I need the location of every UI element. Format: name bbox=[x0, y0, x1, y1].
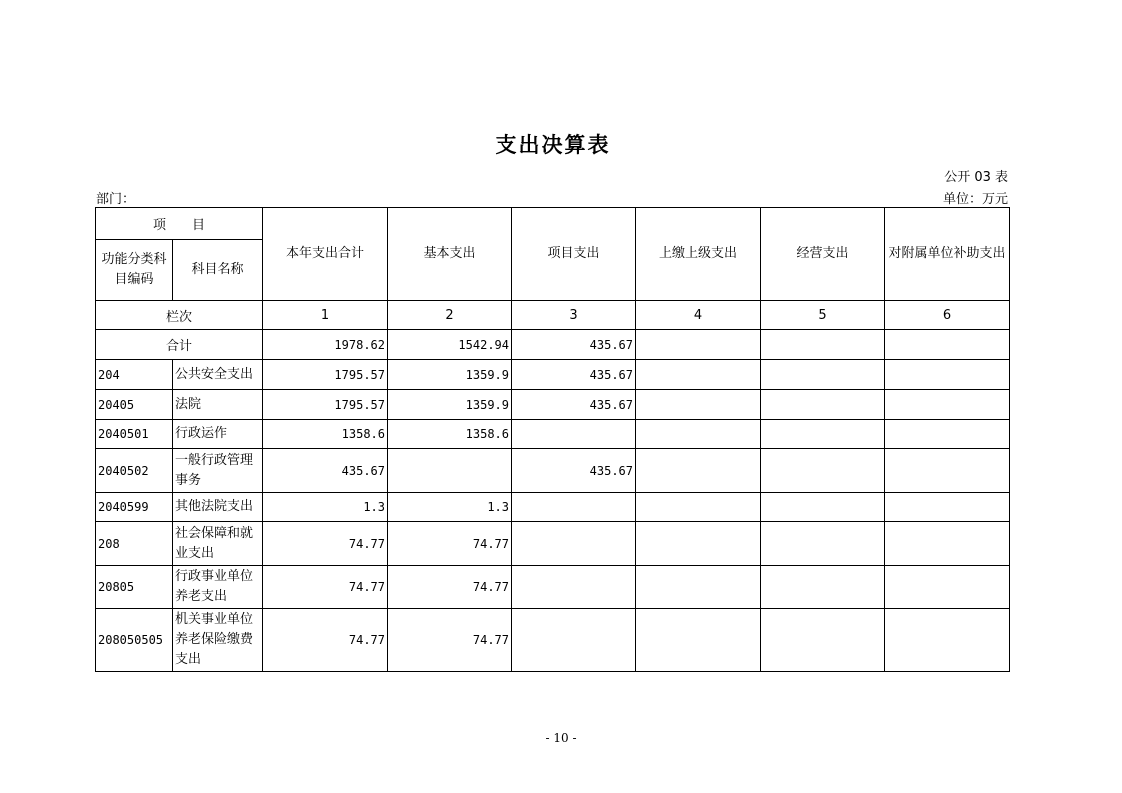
page-number: - 10 - bbox=[545, 731, 577, 745]
table-row bbox=[96, 390, 1010, 420]
row-value: 74.77 bbox=[388, 609, 512, 672]
row-value bbox=[761, 566, 885, 609]
row-code: 2040501 bbox=[96, 420, 173, 449]
row-value bbox=[636, 360, 761, 390]
row-value bbox=[636, 420, 761, 449]
table-row bbox=[96, 449, 1010, 493]
page-title: 支出决算表 bbox=[495, 132, 611, 157]
row-value: 74.77 bbox=[263, 566, 388, 609]
col-number: 5 bbox=[761, 301, 885, 330]
row-value bbox=[761, 360, 885, 390]
row-value: 1.3 bbox=[388, 493, 512, 522]
header-col-operating: 经营支出 bbox=[761, 208, 885, 301]
row-value bbox=[636, 493, 761, 522]
col-number: 2 bbox=[388, 301, 512, 330]
row-value bbox=[388, 449, 512, 493]
row-value: 435.67 bbox=[263, 449, 388, 493]
row-value bbox=[761, 449, 885, 493]
row-value bbox=[885, 522, 1010, 566]
col-index-label: 栏次 bbox=[96, 301, 263, 330]
header-col-remit: 上缴上级支出 bbox=[636, 208, 761, 301]
department-label: 部门： bbox=[96, 192, 136, 207]
form-number: 公开 03 表 bbox=[944, 170, 1008, 185]
row-value bbox=[761, 609, 885, 672]
row-value bbox=[885, 390, 1010, 420]
row-value bbox=[512, 420, 636, 449]
header-col-basic: 基本支出 bbox=[388, 208, 512, 301]
row-value bbox=[636, 390, 761, 420]
row-value bbox=[761, 420, 885, 449]
total-value: 1542.94 bbox=[388, 330, 512, 360]
table-row bbox=[96, 420, 1010, 449]
total-label: 合计 bbox=[96, 330, 263, 360]
table-row bbox=[96, 360, 1010, 390]
total-value bbox=[636, 330, 761, 360]
row-name: 其他法院支出 bbox=[173, 493, 263, 522]
expenditure-table bbox=[95, 207, 1010, 672]
row-name: 公共安全支出 bbox=[173, 360, 263, 390]
row-value: 1795.57 bbox=[263, 360, 388, 390]
table-row bbox=[96, 609, 1010, 672]
row-value bbox=[885, 566, 1010, 609]
col-number: 4 bbox=[636, 301, 761, 330]
row-value bbox=[885, 609, 1010, 672]
row-value bbox=[885, 493, 1010, 522]
row-value: 435.67 bbox=[512, 360, 636, 390]
row-value bbox=[885, 449, 1010, 493]
header-subject-name: 科目名称 bbox=[173, 240, 263, 301]
row-value: 1.3 bbox=[263, 493, 388, 522]
row-code: 208 bbox=[96, 522, 173, 566]
table-row bbox=[96, 566, 1010, 609]
row-value: 74.77 bbox=[263, 522, 388, 566]
col-number: 1 bbox=[263, 301, 388, 330]
row-value: 74.77 bbox=[388, 522, 512, 566]
row-value bbox=[885, 420, 1010, 449]
row-code: 208050505 bbox=[96, 609, 173, 672]
row-value: 435.67 bbox=[512, 449, 636, 493]
row-value bbox=[636, 609, 761, 672]
row-value: 74.77 bbox=[263, 609, 388, 672]
row-value bbox=[761, 390, 885, 420]
header-func-code: 功能分类科目编码 bbox=[96, 240, 173, 301]
unit-label: 单位：万元 bbox=[942, 192, 1008, 207]
total-value: 435.67 bbox=[512, 330, 636, 360]
col-number: 3 bbox=[512, 301, 636, 330]
row-name: 行政运作 bbox=[173, 420, 263, 449]
row-name: 法院 bbox=[173, 390, 263, 420]
row-value bbox=[636, 566, 761, 609]
row-code: 2040502 bbox=[96, 449, 173, 493]
row-value: 435.67 bbox=[512, 390, 636, 420]
header-item: 项 目 bbox=[96, 208, 263, 240]
row-name: 社会保障和就业支出 bbox=[173, 522, 263, 566]
row-value bbox=[512, 609, 636, 672]
total-value bbox=[885, 330, 1010, 360]
row-value bbox=[761, 522, 885, 566]
row-value: 74.77 bbox=[388, 566, 512, 609]
row-value bbox=[636, 522, 761, 566]
row-code: 20805 bbox=[96, 566, 173, 609]
row-value bbox=[636, 449, 761, 493]
header-col-subsidy: 对附属单位补助支出 bbox=[885, 208, 1010, 301]
col-number: 6 bbox=[885, 301, 1010, 330]
header-col-total: 本年支出合计 bbox=[263, 208, 388, 301]
row-value bbox=[761, 493, 885, 522]
row-value: 1359.9 bbox=[388, 390, 512, 420]
table-row bbox=[96, 522, 1010, 566]
row-code: 2040599 bbox=[96, 493, 173, 522]
total-row bbox=[96, 330, 1010, 360]
row-value bbox=[885, 360, 1010, 390]
row-value bbox=[512, 566, 636, 609]
row-value: 1358.6 bbox=[388, 420, 512, 449]
header-col-project: 项目支出 bbox=[512, 208, 636, 301]
table-row bbox=[96, 493, 1010, 522]
row-code: 20405 bbox=[96, 390, 173, 420]
row-value: 1359.9 bbox=[388, 360, 512, 390]
row-value bbox=[512, 493, 636, 522]
row-name: 机关事业单位养老保险缴费支出 bbox=[173, 609, 263, 672]
total-value bbox=[761, 330, 885, 360]
row-name: 一般行政管理事务 bbox=[173, 449, 263, 493]
row-name: 行政事业单位养老支出 bbox=[173, 566, 263, 609]
total-value: 1978.62 bbox=[263, 330, 388, 360]
row-value: 1358.6 bbox=[263, 420, 388, 449]
row-value bbox=[512, 522, 636, 566]
row-value: 1795.57 bbox=[263, 390, 388, 420]
row-code: 204 bbox=[96, 360, 173, 390]
